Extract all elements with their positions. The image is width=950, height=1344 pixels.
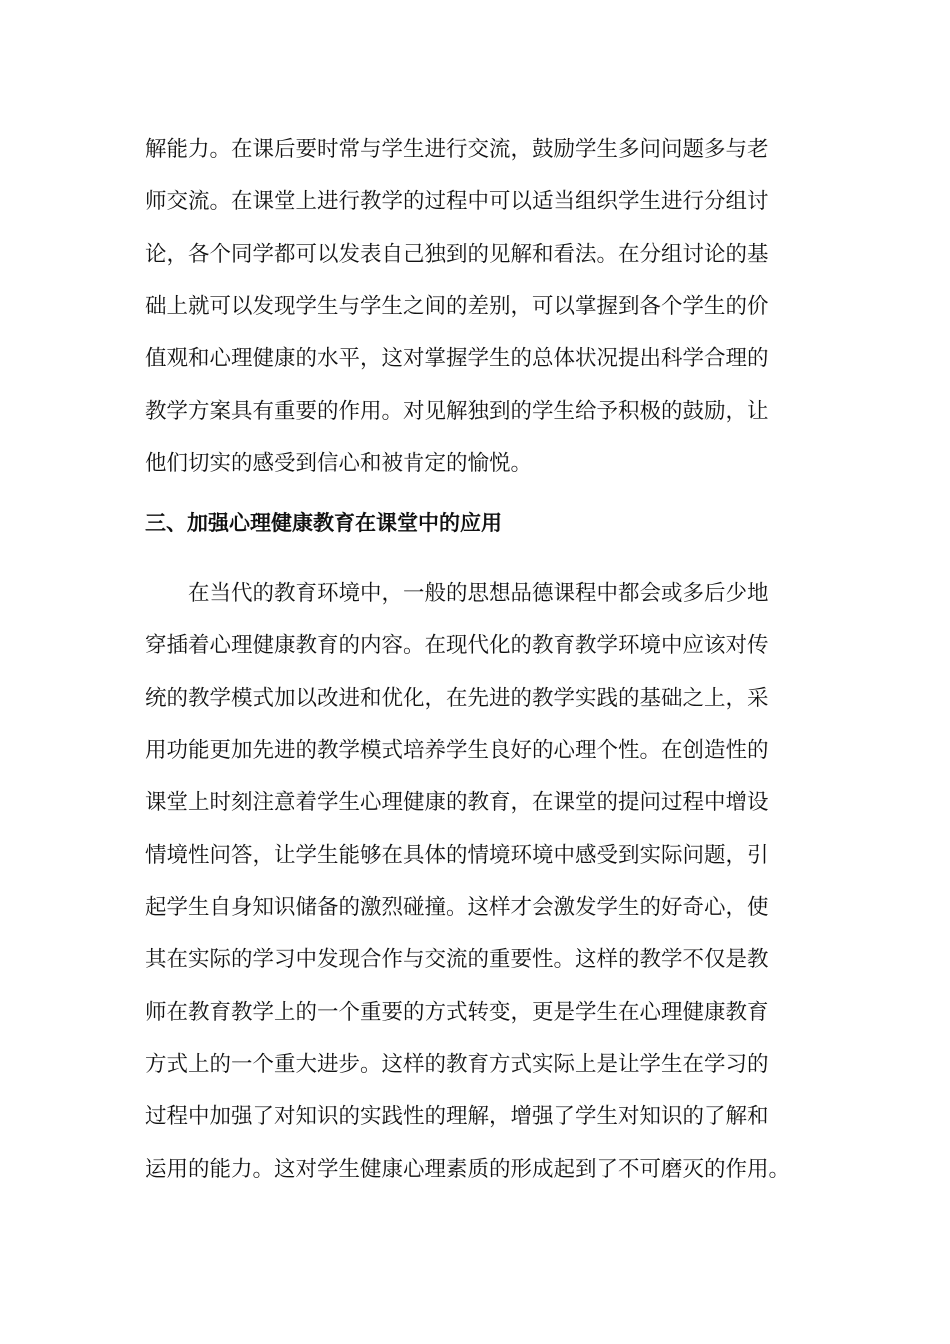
paragraph-2-line-5: 课堂上时刻注意着学生心理健康的教育，在课堂的提问过程中增设 — [145, 790, 769, 815]
paragraph-2-line-7: 起学生自身知识储备的激烈碰撞。这样才会激发学生的好奇心，使 — [145, 895, 769, 920]
paragraph-2-line-9: 师在教育教学上的一个重要的方式转变，更是学生在心理健康教育 — [145, 1000, 769, 1025]
paragraph-2-line-3: 统的教学模式加以改进和优化，在先进的教学实践的基础之上，采 — [145, 686, 769, 711]
paragraph-1-line-5: 值观和心理健康的水平，这对掌握学生的总体状况提出科学合理的 — [145, 346, 769, 371]
paragraph-1-line-1: 解能力。在课后要时常与学生进行交流，鼓励学生多问问题多与老 — [145, 137, 769, 162]
section-heading: 三、加强心理健康教育在课堂中的应用 — [145, 511, 502, 535]
paragraph-2-line-4: 用功能更加先进的教学模式培养学生良好的心理个性。在创造性的 — [145, 738, 769, 763]
paragraph-2-line-11: 过程中加强了对知识的实践性的理解，增强了学生对知识的了解和 — [145, 1104, 769, 1129]
paragraph-2-line-1: 在当代的教育环境中，一般的思想品德课程中都会或多后少地 — [188, 581, 769, 606]
paragraph-2-line-8: 其在实际的学习中发现合作与交流的重要性。这样的教学不仅是教 — [145, 947, 769, 972]
paragraph-2-line-10: 方式上的一个重大进步。这样的教育方式实际上是让学生在学习的 — [145, 1052, 769, 1077]
paragraph-2-line-2: 穿插着心理健康教育的内容。在现代化的教育教学环境中应该对传 — [145, 633, 769, 658]
paragraph-2-line-12: 运用的能力。这对学生健康心理素质的形成起到了不可磨灭的作用。 — [145, 1157, 791, 1182]
paragraph-1-line-7: 他们切实的感受到信心和被肯定的愉悦。 — [145, 451, 533, 476]
paragraph-1-line-3: 论，各个同学都可以发表自己独到的见解和看法。在分组讨论的基 — [145, 242, 769, 267]
paragraph-1-line-4: 础上就可以发现学生与学生之间的差别，可以掌握到各个学生的价 — [145, 294, 769, 319]
paragraph-2-line-6: 情境性问答，让学生能够在具体的情境环境中感受到实际问题，引 — [145, 843, 769, 868]
paragraph-1-line-2: 师交流。在课堂上进行教学的过程中可以适当组织学生进行分组讨 — [145, 189, 769, 214]
paragraph-1-line-6: 教学方案具有重要的作用。对见解独到的学生给予积极的鼓励，让 — [145, 399, 769, 424]
